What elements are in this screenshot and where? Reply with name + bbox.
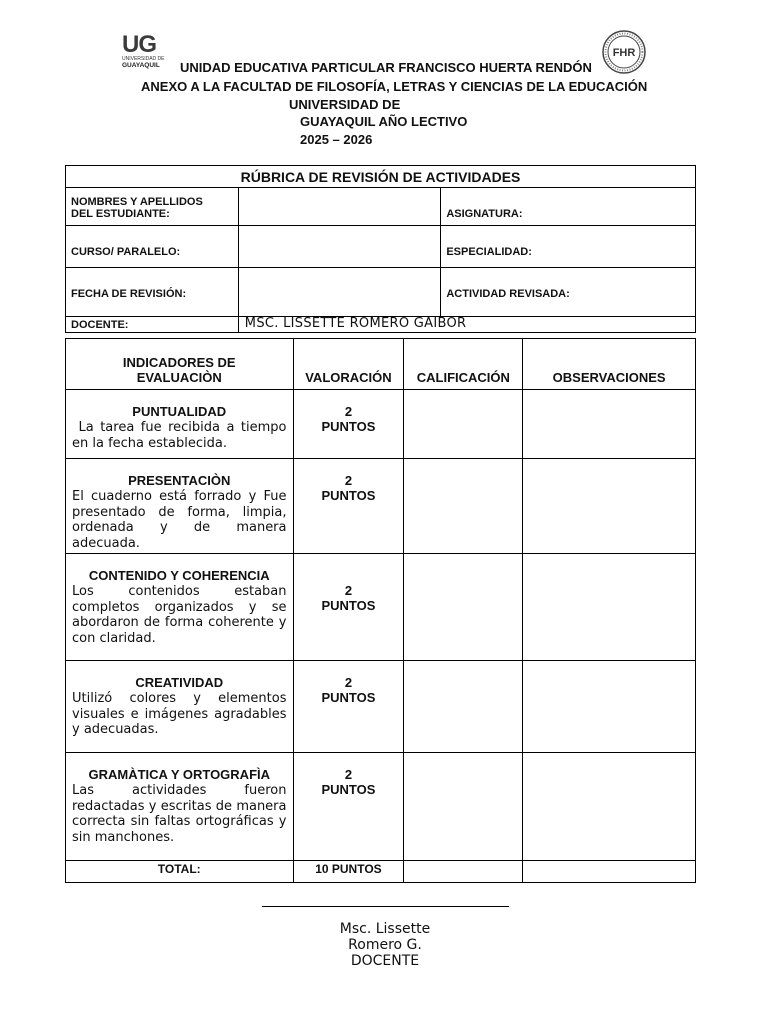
points-cell (293, 459, 404, 554)
signature-role-clip (300, 953, 470, 969)
student-info-table (65, 165, 696, 333)
indicator-title: PUNTUALIDAD (132, 404, 227, 419)
rubric-row (66, 661, 696, 753)
indicator-cell (66, 554, 294, 661)
indicator-description: El cuaderno está forrado y Fue presentado de forma, limpia, ordenada y de manera adecuada. (72, 489, 287, 551)
school-seal-text: FHR (612, 47, 636, 59)
points-unit: PUNTOS (321, 419, 376, 434)
points-value: 2 (344, 767, 353, 782)
total-value: 10 PUNTOS (293, 861, 404, 883)
university-logo (122, 33, 168, 73)
grade-cell[interactable] (404, 753, 523, 861)
course-label: CURSO/ PARALELO: (66, 226, 239, 268)
signature-name-line2: Romero G. (348, 937, 422, 953)
observation-cell[interactable] (523, 554, 696, 661)
indicator-cell (66, 661, 294, 753)
indicator-title: GRAMÀTICA Y ORTOGRAFÌA (88, 767, 271, 782)
indicator-cell (66, 390, 294, 459)
total-observation-cell[interactable] (523, 861, 696, 883)
points-unit: PUNTOS (321, 488, 376, 503)
points-cell (293, 390, 404, 459)
grade-cell[interactable] (404, 661, 523, 753)
indicator-description: Utilizó colores y elementos visuales e imágenes agradables y adecuadas. (72, 691, 287, 737)
review-date-field[interactable] (238, 268, 441, 317)
points-cell (293, 554, 404, 661)
rubric-row (66, 459, 696, 554)
signature-line (262, 906, 509, 907)
rubric-table (65, 338, 696, 883)
student-name-label-line2: DEL ESTUDIANTE: (71, 208, 170, 220)
total-row (66, 861, 696, 883)
points-value: 2 (344, 583, 353, 598)
review-date-label: FECHA DE REVISIÓN: (66, 268, 239, 317)
grade-cell[interactable] (404, 554, 523, 661)
indicator-description: Los contenidos estaban completos organizados y se abordaron de forma coherente y con claridad. (72, 584, 287, 646)
header-school-year: 2025 – 2026 (300, 132, 373, 147)
observation-cell[interactable] (523, 390, 696, 459)
teacher-name: MSC. LISSETTE ROMERO GAIBOR (238, 317, 695, 333)
activity-label: ACTIVIDAD REVISADA: (441, 268, 696, 317)
indicator-title: CONTENIDO Y COHERENCIA (88, 568, 270, 583)
student-name-field[interactable] (238, 188, 441, 226)
points-cell (293, 661, 404, 753)
observation-cell[interactable] (523, 459, 696, 554)
total-label: TOTAL: (66, 861, 294, 883)
points-unit: PUNTOS (321, 782, 376, 797)
indicator-cell (66, 753, 294, 861)
grade-cell[interactable] (404, 459, 523, 554)
university-logo-mark: UG (122, 31, 156, 58)
observation-cell[interactable] (523, 753, 696, 861)
observation-cell[interactable] (523, 661, 696, 753)
header-university: UNIVERSIDAD DE (289, 97, 401, 112)
observations-header: OBSERVACIONES (523, 339, 696, 390)
valuation-header: VALORACIÓN (293, 339, 404, 390)
rubric-row (66, 390, 696, 459)
points-value: 2 (344, 473, 353, 488)
grade-header: CALIFICACIÓN (404, 339, 523, 390)
specialty-label: ESPECIALIDAD: (441, 226, 696, 268)
indicator-title: PRESENTACIÒN (128, 473, 231, 488)
student-name-label-line1: NOMBRES Y APELLIDOS (71, 196, 203, 208)
header-school-year-label: GUAYAQUIL AÑO LECTIVO (300, 114, 468, 129)
indicator-cell (66, 459, 294, 554)
indicators-header: INDICADORES DE EVALUACIÒN (66, 339, 294, 390)
points-unit: PUNTOS (321, 598, 376, 613)
subject-label: ASIGNATURA: (441, 188, 696, 226)
points-value: 2 (344, 404, 353, 419)
student-name-label (66, 188, 239, 226)
header-school-name: UNIDAD EDUCATIVA PARTICULAR FRANCISCO HUERTA RENDÓN (180, 60, 592, 75)
indicator-description: La tarea fue recibida a tiempo en la fecha establecida. (72, 420, 291, 451)
university-logo-line2: GUAYAQUIL (122, 62, 160, 69)
course-field[interactable] (238, 226, 441, 268)
points-unit: PUNTOS (321, 690, 376, 705)
signature-role: DOCENTE (350, 953, 420, 969)
indicator-title: CREATIVIDAD (135, 675, 224, 690)
rubric-row (66, 753, 696, 861)
header-faculty: ANEXO A LA FACULTAD DE FILOSOFÍA, LETRAS Y CIENCIAS DE LA EDUCACIÓN (141, 79, 648, 94)
university-logo-line1: UNIVERSIDAD DE (122, 56, 165, 62)
grade-cell[interactable] (404, 390, 523, 459)
rubric-row (66, 554, 696, 661)
rubric-title: RÚBRICA DE REVISIÓN DE ACTIVIDADES (66, 166, 696, 188)
teacher-label: DOCENTE: (66, 317, 239, 333)
indicator-description: Las actividades fueron redactadas y escritas de manera correcta sin faltas ortográficas y sin manchones. (72, 783, 287, 845)
signature-name-line1: Msc. Lissette (339, 921, 431, 937)
points-value: 2 (344, 675, 353, 690)
points-cell (293, 753, 404, 861)
total-grade-cell[interactable] (404, 861, 523, 883)
school-seal-icon (602, 30, 646, 74)
